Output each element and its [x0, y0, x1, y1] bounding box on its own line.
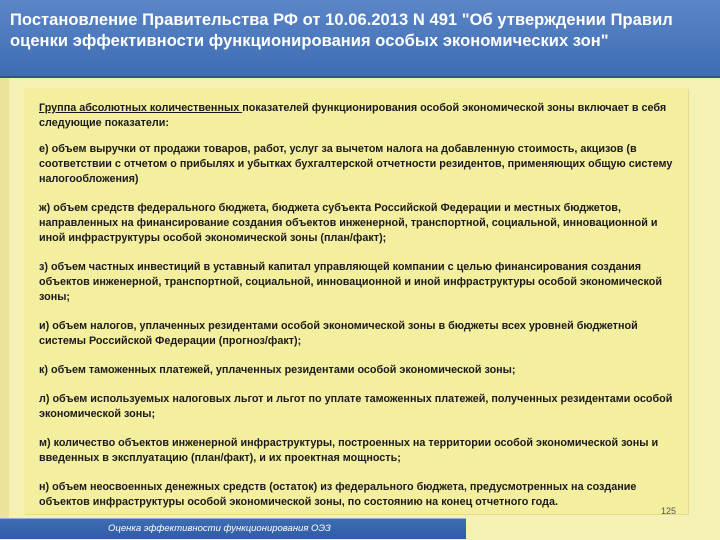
slide-title: Постановление Правительства РФ от 10.06.2013 N 491 "Об утверждении Правил оценки эффективности функционирования особых экономических зон": [10, 11, 673, 50]
indicator-item-i: и) объем налогов, уплаченных резидентами особой экономической зоны в бюджеты всех уровней бюджетной системы Российской Федерации (прогноз/факт);: [39, 320, 638, 347]
indicator-item-e: е) объем выручки от продажи товаров, работ, услуг за вычетом налога на добавленную стоимость, акцизов (в соответствии с отчетом о прибылях и убытках бухгалтерской отчетности резидентов, применяющих общую систему налогообложения): [39, 143, 673, 185]
intro-text: показателей функционирования особой экономической зоны включает в себя следующие показатели:: [39, 102, 667, 129]
slide-header: [0, 0, 720, 78]
indicator-item-k: к) объем таможенных платежей, уплаченных резидентами особой экономической зоны;: [39, 364, 516, 376]
indicator-item-n: н) объем неосвоенных денежных средств (остаток) из федерального бюджета, предусмотренных на создание объектов инфраструктуры особой экономической зоны, по состоянию на конец отчетного года.: [39, 481, 637, 508]
intro-paragraph: [39, 101, 679, 131]
left-decorative-bar: [0, 78, 9, 518]
indicator-item-m: м) количество объектов инженерной инфраструктуры, построенных на территории особой экономической зоны и введенных в эксплуатацию (план/факт), и их проектная мощность;: [39, 437, 659, 464]
content-body: [39, 101, 679, 510]
page-number: 125: [661, 506, 677, 516]
indicator-item-zh: ж) объем средств федерального бюджета, бюджета субъекта Российской Федерации и местных бюджетов, направленных на финансирование создания объектов инженерной, транспортной, социальной, инновационной и иной инфраструктуры особой экономической зоны (план/факт);: [39, 202, 658, 244]
indicator-item-l: л) объем используемых налоговых льгот и льгот по уплате таможенных платежей, полученных резидентами особой экономической зоны;: [39, 393, 673, 420]
slide-footer: [0, 518, 466, 539]
intro-underlined-text: Группа абсолютных количественных: [39, 102, 243, 114]
footer-text: Оценка эффективности функционирования ОЭЗ: [108, 523, 331, 534]
indicator-item-z: з) объем частных инвестиций в уставный капитал управляющей компании с целью финансирования создания объектов инженерной, транспортной, социальной, инновационной и иной инфраструктуры особой экономической зоны;: [39, 261, 663, 303]
